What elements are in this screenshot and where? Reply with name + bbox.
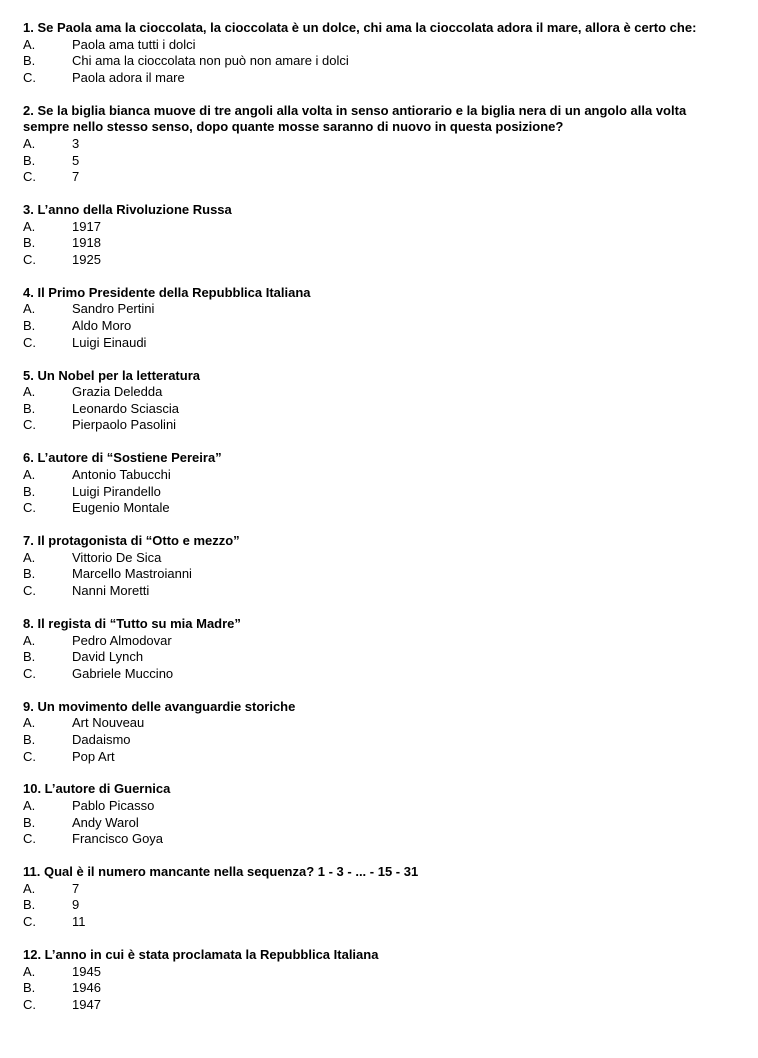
question-title: 7. Il protagonista di “Otto e mezzo” <box>23 533 240 549</box>
option-text: 1945 <box>72 963 101 979</box>
question-7 <box>23 533 723 599</box>
question-6 <box>23 450 723 516</box>
answer-option-b <box>23 980 723 997</box>
option-letter: B. <box>23 318 36 334</box>
option-text: 7 <box>72 880 80 896</box>
option-text: Dadaismo <box>72 731 131 747</box>
question-title: 9. Un movimento delle avanguardie storiche <box>23 698 296 714</box>
option-text: Vittorio De Sica <box>72 549 162 565</box>
option-letter: B. <box>23 235 36 251</box>
answer-option-b <box>23 53 723 70</box>
option-text: 3 <box>72 135 80 151</box>
option-letter: C. <box>23 417 36 433</box>
answer-option-c <box>23 583 723 600</box>
option-text: Eugenio Montale <box>72 500 170 516</box>
question-title: 11. Qual è il numero mancante nella sequenza? 1 - 3 - ... - 15 - 31 <box>23 864 419 880</box>
option-letter: A. <box>23 36 36 52</box>
answer-option-c <box>23 500 723 517</box>
option-letter: C. <box>23 69 36 85</box>
option-letter: B. <box>23 814 36 830</box>
option-text: Chi ama la cioccolata non può non amare i dolci <box>72 53 349 69</box>
answer-option-b <box>23 897 723 914</box>
option-letter: A. <box>23 135 36 151</box>
answer-option-b <box>23 153 723 170</box>
option-text: Pablo Picasso <box>72 798 155 814</box>
answer-option-a <box>23 219 723 236</box>
option-letter: A. <box>23 798 36 814</box>
option-text: Sandro Pertini <box>72 301 155 317</box>
option-text: Francisco Goya <box>72 831 164 847</box>
option-letter: B. <box>23 483 36 499</box>
answer-option-a <box>23 467 723 484</box>
answer-option-a <box>23 715 723 732</box>
answer-option-b <box>23 566 723 583</box>
option-letter: B. <box>23 649 36 665</box>
question-10 <box>23 781 723 847</box>
answer-option-c <box>23 70 723 87</box>
option-text: 1918 <box>72 235 101 251</box>
question-title: 3. L’anno della Rivoluzione Russa <box>23 202 232 218</box>
option-letter: C. <box>23 251 36 267</box>
option-text: Luigi Einaudi <box>72 334 147 350</box>
option-text: 1917 <box>72 218 101 234</box>
option-letter: B. <box>23 53 36 69</box>
option-text: Art Nouveau <box>72 715 145 731</box>
option-letter: C. <box>23 831 36 847</box>
option-text: Paola ama tutti i dolci <box>72 36 196 52</box>
question-11 <box>23 864 723 930</box>
option-text: Gabriele Muccino <box>72 665 174 681</box>
option-letter: B. <box>23 980 36 996</box>
answer-option-c <box>23 169 723 186</box>
question-8 <box>23 616 723 682</box>
answer-option-a <box>23 550 723 567</box>
answer-option-c <box>23 749 723 766</box>
answer-option-c <box>23 997 723 1014</box>
option-text: Grazia Deledda <box>72 384 163 400</box>
question-3 <box>23 202 723 268</box>
question-title: 5. Un Nobel per la letteratura <box>23 367 200 383</box>
option-letter: A. <box>23 467 36 483</box>
question-title: 8. Il regista di “Tutto su mia Madre” <box>23 615 241 631</box>
option-letter: A. <box>23 218 36 234</box>
answer-option-b <box>23 484 723 501</box>
option-letter: A. <box>23 715 36 731</box>
question-12 <box>23 947 723 1013</box>
option-text: Luigi Pirandello <box>72 483 161 499</box>
question-4 <box>23 285 723 351</box>
option-letter: C. <box>23 665 36 681</box>
quiz-document <box>23 20 723 1030</box>
question-9 <box>23 699 723 765</box>
question-title: 6. L’autore di “Sostiene Pereira” <box>23 450 222 466</box>
answer-option-a <box>23 384 723 401</box>
answer-option-c <box>23 335 723 352</box>
question-5 <box>23 368 723 434</box>
answer-option-a <box>23 964 723 981</box>
option-text: 11 <box>72 914 86 930</box>
answer-option-b <box>23 732 723 749</box>
option-letter: C. <box>23 748 36 764</box>
option-letter: B. <box>23 152 36 168</box>
option-letter: B. <box>23 897 36 913</box>
option-letter: A. <box>23 549 36 565</box>
option-text: 1947 <box>72 996 101 1012</box>
option-letter: A. <box>23 301 36 317</box>
option-letter: B. <box>23 400 36 416</box>
answer-option-c <box>23 417 723 434</box>
option-text: Pedro Almodovar <box>72 632 172 648</box>
question-title: 10. L’autore di Guernica <box>23 781 171 797</box>
option-text: Paola adora il mare <box>72 69 185 85</box>
answer-option-b <box>23 815 723 832</box>
option-letter: C. <box>23 334 36 350</box>
option-letter: A. <box>23 632 36 648</box>
option-letter: B. <box>23 566 36 582</box>
answer-option-a <box>23 301 723 318</box>
option-text: 7 <box>72 169 80 185</box>
answer-option-a <box>23 798 723 815</box>
option-text: Nanni Moretti <box>72 582 150 598</box>
answer-option-a <box>23 37 723 54</box>
answer-option-c <box>23 666 723 683</box>
option-letter: C. <box>23 169 36 185</box>
option-text: Pop Art <box>72 748 115 764</box>
question-title: 4. Il Primo Presidente della Repubblica Italiana <box>23 284 311 300</box>
option-letter: B. <box>23 731 36 747</box>
option-text: 1925 <box>72 251 101 267</box>
answer-option-a <box>23 633 723 650</box>
option-text: Andy Warol <box>72 814 139 830</box>
question-title: 12. L’anno in cui è stata proclamata la Repubblica Italiana <box>23 947 379 963</box>
question-2 <box>23 103 723 186</box>
option-letter: A. <box>23 880 36 896</box>
option-letter: C. <box>23 500 36 516</box>
answer-option-c <box>23 252 723 269</box>
option-letter: A. <box>23 963 36 979</box>
answer-option-b <box>23 235 723 252</box>
option-letter: C. <box>23 996 36 1012</box>
answer-option-a <box>23 136 723 153</box>
question-title: 1. Se Paola ama la cioccolata, la cioccolata è un dolce, chi ama la cioccolata adora il mare, allora è certo che: <box>23 20 697 35</box>
answer-option-c <box>23 914 723 931</box>
option-text: Antonio Tabucchi <box>72 467 171 483</box>
option-text: 5 <box>72 152 80 168</box>
option-text: 1946 <box>72 980 101 996</box>
option-text: Pierpaolo Pasolini <box>72 417 177 433</box>
option-text: Marcello Mastroianni <box>72 566 192 582</box>
option-letter: C. <box>23 582 36 598</box>
answer-option-c <box>23 831 723 848</box>
answer-option-a <box>23 881 723 898</box>
answer-option-b <box>23 649 723 666</box>
answer-option-b <box>23 318 723 335</box>
option-letter: C. <box>23 914 36 930</box>
option-text: 9 <box>72 897 80 913</box>
question-title: 2. Se la biglia bianca muove di tre angoli alla volta in senso antiorario e la biglia nera di un angolo alla volta sempre nello stesso senso, dopo quante mosse saranno di nuovo in questa posizione? <box>23 102 687 135</box>
option-text: Aldo Moro <box>72 318 132 334</box>
option-letter: A. <box>23 384 36 400</box>
answer-option-b <box>23 401 723 418</box>
question-1 <box>23 20 723 86</box>
option-text: David Lynch <box>72 649 144 665</box>
option-text: Leonardo Sciascia <box>72 400 179 416</box>
